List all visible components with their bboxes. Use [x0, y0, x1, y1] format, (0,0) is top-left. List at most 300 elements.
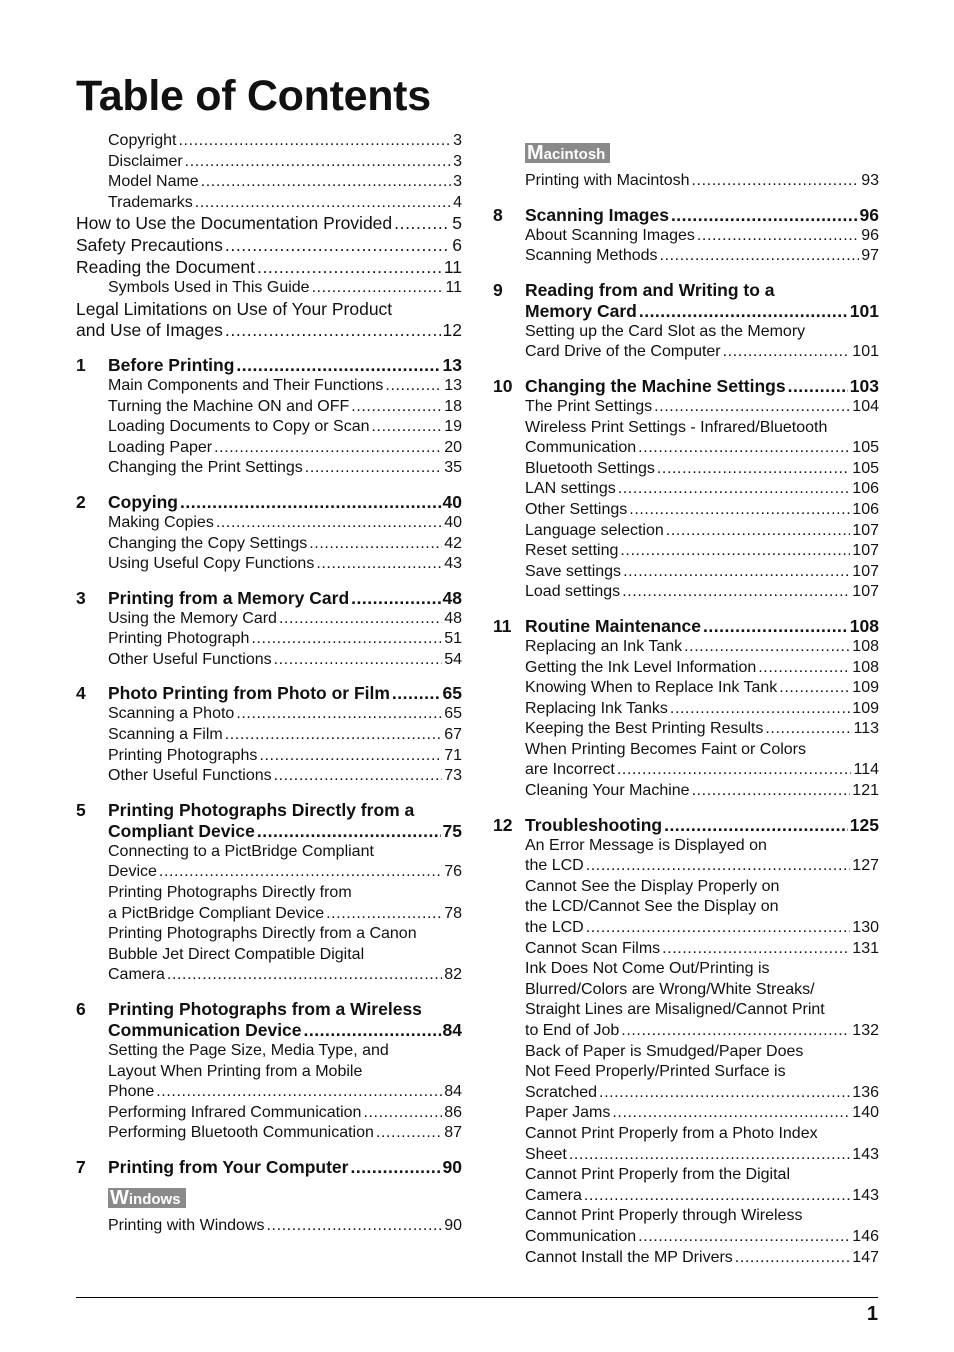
entry-page: 114: [853, 761, 879, 779]
toc-entry[interactable]: [493, 171, 879, 192]
entry-page: 108: [852, 658, 879, 676]
entry-title: Other Useful Functions: [108, 650, 272, 668]
badge-text: acintosh: [543, 146, 606, 163]
chapter-page: 125: [849, 814, 879, 835]
chapter-title: Memory Card: [525, 300, 637, 321]
dot-leader: [351, 588, 440, 609]
dot-leader: [670, 699, 850, 720]
toc-entry-line: Blurred/Colors are Wrong/White Streaks/: [525, 980, 815, 998]
entry-page: 130: [852, 919, 879, 937]
dot-leader: [392, 683, 441, 704]
toc-entry[interactable]: [76, 513, 462, 534]
dot-leader: [612, 1103, 850, 1124]
dot-leader: [225, 725, 442, 746]
dot-leader: [214, 438, 442, 459]
chapter-number: 12: [493, 814, 513, 835]
toc-entry[interactable]: [493, 1145, 879, 1166]
chapter-page: 90: [442, 1156, 462, 1177]
dot-leader: [225, 320, 441, 342]
dot-leader: [312, 278, 444, 299]
entry-title: Bluetooth Settings: [525, 459, 655, 477]
toc-entry[interactable]: [76, 1216, 462, 1237]
entry-page: 101: [852, 343, 879, 361]
dot-leader: [765, 719, 851, 740]
entry-title: Cannot Install the MP Drivers: [525, 1248, 733, 1266]
dot-leader: [779, 678, 850, 699]
chapter-heading-cont[interactable]: [493, 301, 879, 322]
dot-leader: [586, 856, 851, 877]
chapter-title: Routine Maintenance: [525, 615, 701, 636]
dot-leader: [684, 637, 850, 658]
dot-leader: [167, 965, 442, 986]
toc-entry[interactable]: [76, 746, 462, 767]
toc-entry[interactable]: [76, 1123, 462, 1144]
entry-title: Card Drive of the Computer: [525, 343, 721, 361]
dot-leader: [618, 479, 851, 500]
entry-page: 109: [852, 679, 879, 697]
entry-title: Reset setting: [525, 542, 619, 560]
toc-entry-line: Setting the Page Size, Media Type, and: [108, 1042, 389, 1059]
entry-title: Using the Memory Card: [108, 609, 277, 627]
toc-entry[interactable]: [76, 704, 462, 725]
entry-title: Communication: [525, 1227, 637, 1245]
chapter-heading[interactable]: [76, 1157, 462, 1178]
entry-page: 78: [444, 904, 462, 922]
entry-title: Save settings: [525, 562, 622, 580]
toc-entry[interactable]: [493, 856, 879, 877]
toc-entry-line: Wireless Print Settings - Infrared/Bluetooth: [525, 418, 828, 436]
entry-page: 6: [452, 234, 462, 255]
chapter-heading[interactable]: [493, 815, 879, 836]
entry-title: Keeping the Best Printing Results: [525, 720, 764, 738]
entry-title: the LCD: [525, 919, 584, 937]
toc-entry-line: Straight Lines are Misaligned/Cannot Print: [525, 1001, 825, 1019]
toc-right-column: [493, 131, 879, 1268]
dot-leader: [622, 582, 850, 603]
windows-badge: [108, 1188, 186, 1208]
toc-entry[interactable]: [76, 609, 462, 630]
dot-leader: [225, 235, 450, 257]
toc-entry[interactable]: [493, 719, 879, 740]
toc-entry[interactable]: [493, 438, 879, 459]
dot-leader: [274, 650, 443, 671]
toc-entry[interactable]: [493, 1186, 879, 1207]
toc-entry[interactable]: [493, 459, 879, 480]
entry-title: Camera: [525, 1186, 582, 1204]
dot-leader: [309, 534, 442, 555]
dot-leader: [788, 376, 848, 397]
dot-leader: [236, 355, 440, 376]
dot-leader: [305, 458, 442, 479]
entry-title: Safety Precautions: [76, 234, 223, 255]
dot-leader: [201, 172, 451, 193]
toc-entry[interactable]: [76, 862, 462, 883]
entry-title: Paper Jams: [525, 1104, 611, 1122]
dot-leader: [657, 459, 850, 480]
entry-page: 3: [453, 173, 462, 191]
dot-leader: [660, 246, 860, 267]
chapter-number: 2: [76, 491, 86, 512]
entry-page: 35: [444, 459, 462, 477]
dot-leader: [697, 226, 859, 247]
chapter-title: Scanning Images: [525, 204, 669, 225]
badge-text: indows: [128, 1190, 181, 1208]
entry-title: Copyright: [108, 132, 177, 149]
chapter-heading[interactable]: [493, 280, 879, 301]
chapter-title: Printing from Your Computer: [108, 1156, 349, 1177]
entry-page: 48: [444, 609, 462, 627]
entry-title: Making Copies: [108, 513, 214, 531]
entry-title: Cleaning Your Machine: [525, 782, 690, 800]
toc-entry-line: When Printing Becomes Faint or Colors: [525, 740, 806, 758]
entry-page: 143: [852, 1145, 879, 1163]
dot-leader: [257, 257, 442, 279]
dot-leader: [394, 213, 450, 235]
chapter-number: 3: [76, 587, 86, 608]
entry-page: 104: [852, 397, 879, 415]
dot-leader: [692, 171, 860, 192]
chapter-heading[interactable]: [493, 205, 879, 226]
chapter-number: 10: [493, 375, 513, 396]
toc-entry[interactable]: [76, 725, 462, 746]
entry-title: Using Useful Copy Functions: [108, 555, 315, 573]
entry-title: Other Settings: [525, 500, 628, 518]
toc-entry[interactable]: [493, 658, 879, 679]
chapter-page: 108: [849, 615, 879, 636]
toc-entry[interactable]: [76, 904, 462, 925]
toc-entry[interactable]: [76, 172, 462, 193]
dot-leader: [267, 1216, 443, 1237]
toc-entry[interactable]: [76, 534, 462, 555]
chapter-title: Compliant Device: [108, 820, 255, 841]
entry-page: 65: [444, 705, 462, 723]
entry-page: 147: [852, 1248, 879, 1266]
entry-page: 13: [444, 376, 462, 394]
entry-title: Device: [108, 863, 157, 881]
entry-title: Scratched: [525, 1083, 598, 1101]
dot-leader: [350, 1157, 440, 1178]
entry-page: 20: [444, 438, 462, 456]
toc-entry[interactable]: [493, 500, 879, 521]
entry-page: 76: [444, 863, 462, 881]
chapter-page: 65: [442, 683, 462, 704]
dot-leader: [156, 1082, 442, 1103]
toc-entry-line: Printing Photographs Directly from: [108, 884, 352, 902]
toc-entry[interactable]: [493, 1083, 879, 1104]
toc-entry[interactable]: [76, 152, 462, 173]
toc-entry[interactable]: [76, 554, 462, 575]
entry-page: 93: [861, 172, 879, 189]
toc-entry[interactable]: [76, 629, 462, 650]
toc-entry[interactable]: [493, 1227, 879, 1248]
chapter-title: Printing from a Memory Card: [108, 587, 350, 608]
toc-entry-line: Cannot See the Display Properly on: [525, 877, 780, 895]
toc-entry[interactable]: [76, 131, 462, 152]
entry-title: Scanning a Film: [108, 726, 223, 744]
entry-page: 3: [453, 132, 462, 149]
toc-entry[interactable]: [493, 1103, 879, 1124]
toc-entry[interactable]: [76, 320, 462, 342]
toc-left-column: [76, 131, 462, 1237]
entry-page: 19: [444, 418, 462, 436]
dot-leader: [671, 205, 858, 226]
entry-page: 5: [452, 213, 462, 234]
entry-title: How to Use the Documentation Provided: [76, 213, 393, 234]
toc-entry-line: Ink Does Not Come Out/Printing is: [525, 960, 770, 978]
entry-page: 96: [861, 226, 879, 244]
toc-entry[interactable]: [493, 397, 879, 418]
toc-entry[interactable]: [493, 1021, 879, 1042]
toc-entry[interactable]: [76, 278, 462, 299]
toc-entry[interactable]: [493, 562, 879, 583]
entry-page: 136: [852, 1083, 879, 1101]
toc-entry[interactable]: [76, 193, 462, 214]
chapter-title: Printing Photographs from a Wireless: [108, 999, 422, 1019]
entry-page: 12: [442, 320, 462, 341]
dot-leader: [195, 193, 451, 214]
entry-title: are Incorrect: [525, 761, 615, 779]
dot-leader: [621, 1021, 850, 1042]
toc-entry[interactable]: [76, 650, 462, 671]
entry-page: 43: [444, 555, 462, 573]
toc-entry[interactable]: [493, 699, 879, 720]
toc-entry-line: An Error Message is Displayed on: [525, 836, 767, 854]
entry-page: 3: [453, 152, 462, 170]
entry-page: 11: [443, 256, 462, 277]
dot-leader: [371, 417, 442, 438]
page-title: Table of Contents: [76, 72, 431, 120]
chapter-heading[interactable]: [493, 616, 879, 637]
entry-title: Printing with Windows: [108, 1216, 265, 1234]
dot-leader: [259, 746, 442, 767]
toc-entry[interactable]: [493, 582, 879, 603]
chapter-heading[interactable]: [76, 683, 462, 704]
toc-entry[interactable]: [493, 918, 879, 939]
entry-title: The Print Settings: [525, 397, 653, 415]
entry-title: Reading the Document: [76, 256, 255, 277]
entry-page: 40: [444, 513, 462, 531]
toc-entry[interactable]: [493, 226, 879, 247]
entry-page: 143: [852, 1186, 879, 1204]
entry-title: LAN settings: [525, 480, 616, 498]
chapter-number: 1: [76, 354, 86, 375]
chapter-page: 40: [442, 491, 462, 512]
entry-title: Symbols Used in This Guide: [108, 279, 310, 297]
dot-leader: [326, 904, 442, 925]
dot-leader: [586, 918, 851, 939]
entry-title: Changing the Print Settings: [108, 459, 303, 477]
entry-title: Performing Infrared Communication: [108, 1103, 362, 1121]
chapter-page: 96: [859, 204, 879, 225]
dot-leader: [638, 1227, 850, 1248]
entry-title: Cannot Scan Films: [525, 939, 661, 957]
toc-entry[interactable]: [493, 781, 879, 802]
entry-page: 131: [852, 939, 879, 957]
entry-title: Replacing an Ink Tank: [525, 637, 683, 655]
entry-page: 42: [444, 534, 462, 552]
entry-page: 146: [852, 1227, 879, 1245]
toc-entry[interactable]: [493, 541, 879, 562]
dot-leader: [569, 1145, 850, 1166]
toc-entry[interactable]: [76, 766, 462, 787]
dot-leader: [638, 438, 850, 459]
entry-page: 107: [852, 542, 879, 560]
entry-page: 84: [444, 1083, 462, 1101]
entry-page: 51: [444, 630, 462, 648]
entry-title: Scanning a Photo: [108, 705, 235, 723]
toc-entry[interactable]: [493, 246, 879, 267]
entry-page: 107: [852, 521, 879, 539]
chapter-title: Copying: [108, 491, 178, 512]
toc-entry[interactable]: [493, 521, 879, 542]
entry-title: Disclaimer: [108, 152, 183, 170]
dot-leader: [376, 1123, 442, 1144]
dot-leader: [664, 815, 848, 836]
toc-entry-line: Not Feed Properly/Printed Surface is: [525, 1063, 786, 1081]
chapter-page: 48: [442, 587, 462, 608]
entry-page: 11: [445, 279, 462, 297]
chapter-heading[interactable]: [76, 800, 462, 821]
dot-leader: [304, 1020, 441, 1041]
chapter-heading-cont[interactable]: [76, 821, 462, 842]
chapter-heading-cont[interactable]: [76, 1020, 462, 1041]
entry-title: a PictBridge Compliant Device: [108, 904, 325, 922]
entry-title: Language selection: [525, 521, 664, 539]
entry-page: 73: [444, 767, 462, 785]
entry-title: Changing the Copy Settings: [108, 534, 308, 552]
toc-entry[interactable]: [493, 479, 879, 500]
toc-entry[interactable]: [76, 965, 462, 986]
dot-leader: [629, 500, 850, 521]
chapter-heading[interactable]: [76, 355, 462, 376]
entry-page: 121: [852, 782, 879, 800]
toc-entry-line: Back of Paper is Smudged/Paper Does: [525, 1042, 804, 1060]
dot-leader: [216, 513, 442, 534]
toc-entry-line: the LCD/Cannot See the Display on: [525, 898, 779, 916]
chapter-number: 4: [76, 683, 86, 704]
entry-title: Loading Paper: [108, 438, 213, 456]
chapter-number: 7: [76, 1156, 86, 1177]
entry-title: Knowing When to Replace Ink Tank: [525, 679, 778, 697]
entry-page: 105: [852, 439, 879, 457]
toc-entry[interactable]: [493, 939, 879, 960]
dot-leader: [723, 342, 851, 363]
entry-page: 86: [444, 1103, 462, 1121]
toc-entry-line: Bubble Jet Direct Compatible Digital: [108, 945, 365, 963]
chapter-heading[interactable]: [76, 999, 462, 1020]
entry-page: 109: [852, 699, 879, 717]
chapter-title: Photo Printing from Photo or Film: [108, 683, 390, 704]
toc-entry[interactable]: [76, 1082, 462, 1103]
entry-title: Other Useful Functions: [108, 767, 272, 785]
toc-entry[interactable]: [76, 257, 462, 279]
dot-leader: [692, 781, 851, 802]
chapter-page: 101: [849, 300, 879, 321]
toc-entry[interactable]: [493, 678, 879, 699]
entry-title: Sheet: [525, 1145, 567, 1163]
entry-title: Turning the Machine ON and OFF: [108, 397, 350, 415]
dot-leader: [159, 862, 442, 883]
entry-title: Camera: [108, 966, 165, 984]
badge-initial: M: [527, 142, 544, 164]
dot-leader: [385, 376, 442, 397]
toc-entry[interactable]: [493, 760, 879, 781]
entry-title: Printing Photographs: [108, 746, 258, 764]
toc-entry-line: Setting up the Card Slot as the Memory: [525, 322, 806, 340]
chapter-title: Reading from and Writing to a: [525, 279, 775, 300]
dot-leader: [758, 658, 850, 679]
toc-entry[interactable]: [76, 1103, 462, 1124]
page-number: 1: [866, 1303, 878, 1325]
toc-entry-line: Connecting to a PictBridge Compliant: [108, 842, 374, 860]
toc-entry[interactable]: [76, 397, 462, 418]
toc-entry[interactable]: [76, 213, 462, 235]
entry-title: to End of Job: [525, 1022, 620, 1039]
toc-entry-line: Cannot Print Properly from the Digital: [525, 1166, 790, 1184]
toc-entry[interactable]: [493, 342, 879, 363]
entry-title: Model Name: [108, 173, 199, 191]
chapter-heading[interactable]: [76, 588, 462, 609]
toc-entry[interactable]: [76, 235, 462, 257]
chapter-title: Changing the Machine Settings: [525, 375, 786, 396]
chapter-page: 13: [442, 354, 462, 375]
dot-leader: [735, 1248, 851, 1269]
toc-entry[interactable]: [493, 637, 879, 658]
dot-leader: [257, 821, 441, 842]
chapter-heading[interactable]: [76, 492, 462, 513]
entry-title: Printing Photograph: [108, 630, 250, 648]
toc-entry-line: Printing Photographs Directly from a Canon: [108, 925, 417, 943]
chapter-number: 11: [493, 615, 512, 636]
dot-leader: [620, 541, 850, 562]
dot-leader: [639, 301, 848, 322]
dot-leader: [666, 521, 851, 542]
toc-entry-line: Legal Limitations on Use of Your Product: [76, 298, 393, 319]
chapter-number: 6: [76, 999, 86, 1019]
toc-entry[interactable]: [76, 438, 462, 459]
entry-title: Getting the Ink Level Information: [525, 658, 757, 676]
dot-leader: [654, 397, 850, 418]
entry-page: 90: [444, 1216, 462, 1234]
chapter-page: 84: [442, 1020, 462, 1040]
toc-entry-line: Cannot Print Properly from a Photo Index: [525, 1124, 818, 1142]
entry-title: Replacing Ink Tanks: [525, 699, 668, 717]
entry-page: 82: [444, 966, 462, 984]
chapter-heading[interactable]: [493, 376, 879, 397]
toc-entry[interactable]: [76, 417, 462, 438]
entry-title: the LCD: [525, 857, 584, 875]
toc-entry-line: Layout When Printing from a Mobile: [108, 1062, 363, 1080]
chapter-page: 103: [849, 375, 879, 396]
entry-page: 67: [444, 726, 462, 744]
entry-page: 97: [861, 247, 879, 265]
chapter-number: 8: [493, 204, 503, 225]
toc-entry[interactable]: [76, 376, 462, 397]
entry-page: 127: [852, 857, 879, 875]
chapter-number: 5: [76, 799, 86, 820]
toc-entry[interactable]: [493, 1248, 879, 1269]
entry-title: Scanning Methods: [525, 247, 658, 265]
macintosh-badge: [525, 143, 610, 163]
chapter-number: 9: [493, 279, 503, 300]
entry-page: 107: [852, 583, 879, 601]
entry-page: 4: [453, 193, 462, 211]
entry-page: 108: [852, 637, 879, 655]
entry-title: Communication: [525, 439, 637, 457]
entry-title: Loading Documents to Copy or Scan: [108, 418, 370, 436]
dot-leader: [251, 629, 442, 650]
toc-entry[interactable]: [76, 458, 462, 479]
